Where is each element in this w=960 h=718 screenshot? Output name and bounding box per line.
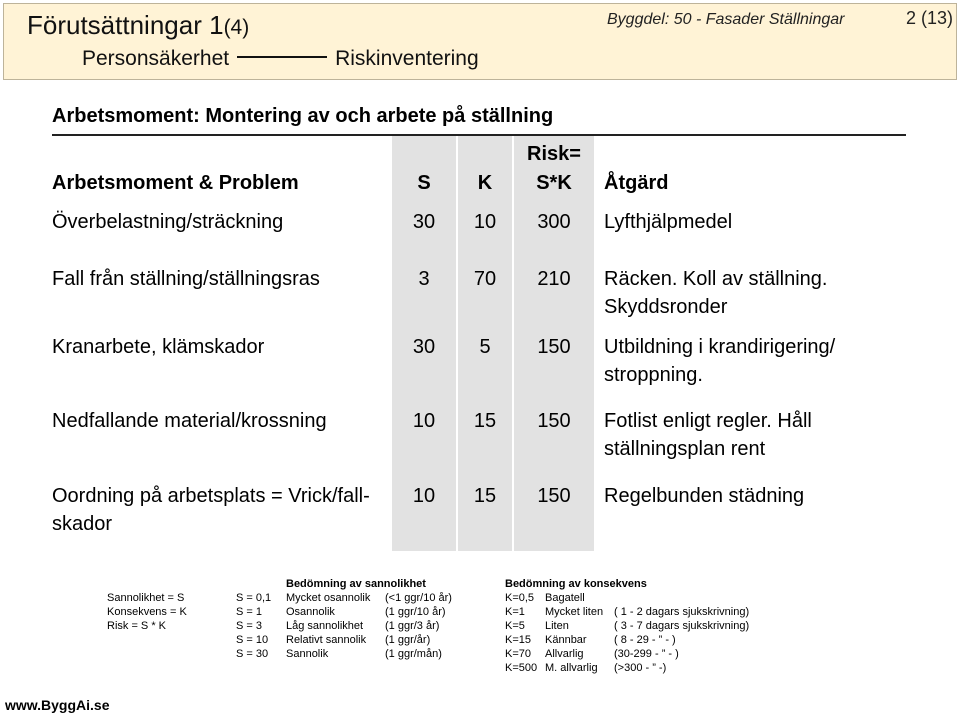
legend-probability-code: S = 30 <box>236 648 269 660</box>
table-row-2-k: 70 <box>473 268 497 290</box>
table-row-5-action: Regelbunden städning <box>604 485 805 507</box>
table-row-4-k: 15 <box>473 410 497 432</box>
section-heading: Arbetsmoment: Montering av och arbete på ställning <box>52 105 554 127</box>
table-row-5-problem: Oordning på arbetsplats = Vrick/fall-skador <box>52 485 370 535</box>
legend-probability-heading: Bedömning av sannolikhet <box>286 578 426 590</box>
table-row-4-risk: 150 <box>537 410 571 432</box>
legend-consequence-code: K=5 <box>505 620 525 632</box>
legend-consequence-code: K=1 <box>505 606 525 618</box>
legend-probability-detail: (1 ggr/år) <box>385 634 431 646</box>
col-header-problem: Arbetsmoment & Problem <box>52 172 299 194</box>
table-row-5-s: 10 <box>412 485 436 507</box>
legend-consequence-detail: ( 8 - 29 - ” - ) <box>614 634 676 646</box>
legend-probability-code: S = 1 <box>236 606 262 618</box>
legend-consequence-detail: ( 3 - 7 dagars sjukskrivning) <box>614 620 750 632</box>
table-row-4-action: Fotlist enligt regler. Håll ställningsplan rent <box>604 410 812 460</box>
col-header-k: K <box>477 172 493 194</box>
legend-def-s: Sannolikhet = S <box>107 592 185 604</box>
table-row-2-problem: Fall från ställning/ställningsras <box>52 268 320 290</box>
legend-consequence-label: Mycket liten <box>545 606 604 618</box>
legend-consequence-label: Kännbar <box>545 634 587 646</box>
col-header-risk-1: Risk= <box>527 143 581 165</box>
subtitle-dash <box>237 56 327 58</box>
legend-consequence-code: K=70 <box>505 648 531 660</box>
table-row-5-risk: 150 <box>537 485 571 507</box>
table-row-4-s: 10 <box>412 410 436 432</box>
page-number: 2 (13) <box>906 8 954 28</box>
legend-consequence-code: K=0,5 <box>505 592 535 604</box>
table-row-2-s: 3 <box>418 268 430 290</box>
legend-def-risk: Risk = S * K <box>107 620 166 632</box>
table-row-3-action: Utbildning i krandirigering/ stroppning. <box>604 336 836 386</box>
footer-website: www.ByggAi.se <box>5 697 110 713</box>
table-row-3-k: 5 <box>479 336 491 358</box>
page-title: Förutsättningar 1(4) <box>27 10 250 40</box>
legend-def-k: Konsekvens = K <box>107 606 187 618</box>
table-row-3-risk: 150 <box>537 336 571 358</box>
legend-probability-label: Relativt sannolik <box>286 634 367 646</box>
table-row-1-problem: Överbelastning/sträckning <box>52 211 284 233</box>
legend-consequence-detail: (>300 - ” -) <box>614 662 667 674</box>
legend-consequence-detail: ( 1 - 2 dagars sjukskrivning) <box>614 606 750 618</box>
legend-probability-label: Låg sannolikhet <box>286 620 364 632</box>
legend-consequence-label: M. allvarlig <box>545 662 598 674</box>
legend-consequence-label: Liten <box>545 620 569 632</box>
table-row-1-action: Lyfthjälpmedel <box>604 211 733 233</box>
table-row-3-problem: Kranarbete, klämskador <box>52 336 265 358</box>
table-row-3-s: 30 <box>412 336 436 358</box>
col-header-s: S <box>417 172 431 194</box>
legend-consequence-heading: Bedömning av konsekvens <box>505 578 647 590</box>
legend-probability-label: Sannolik <box>286 648 329 660</box>
table-row-5-k: 15 <box>473 485 497 507</box>
legend-probability-label: Osannolik <box>286 606 335 618</box>
legend-consequence-code: K=15 <box>505 634 531 646</box>
legend-probability-detail: (1 ggr/3 år) <box>385 620 440 632</box>
legend-probability-code: S = 0,1 <box>236 592 272 604</box>
legend-probability-code: S = 3 <box>236 620 262 632</box>
table-row-2-action: Räcken. Koll av ställning. Skyddsronder <box>604 268 828 318</box>
project-label: Byggdel: 50 - Fasader Ställningar <box>607 11 845 28</box>
legend-consequence-detail: (30-299 - ” - ) <box>614 648 679 660</box>
table-row-1-k: 10 <box>473 211 497 233</box>
legend-probability-code: S = 10 <box>236 634 269 646</box>
table-row-1-risk: 300 <box>537 211 571 233</box>
legend-probability-label: Mycket osannolik <box>286 592 371 604</box>
legend-consequence-label: Bagatell <box>545 592 585 604</box>
legend-probability-detail: (1 ggr/mån) <box>385 648 442 660</box>
legend-consequence-label: Allvarlig <box>545 648 584 660</box>
legend-consequence-code: K=500 <box>505 662 538 674</box>
col-header-risk-2: S*K <box>536 172 572 194</box>
table-row-1-s: 30 <box>412 211 436 233</box>
page-subtitle: Personsäkerhet Riskinventering <box>82 47 479 70</box>
legend-probability-detail: (1 ggr/10 år) <box>385 606 446 618</box>
legend-probability-detail: (<1 ggr/10 år) <box>385 592 452 604</box>
table-row-4-problem: Nedfallande material/krossning <box>52 410 327 432</box>
table-row-2-risk: 210 <box>537 268 571 290</box>
col-header-action: Åtgärd <box>604 172 669 194</box>
